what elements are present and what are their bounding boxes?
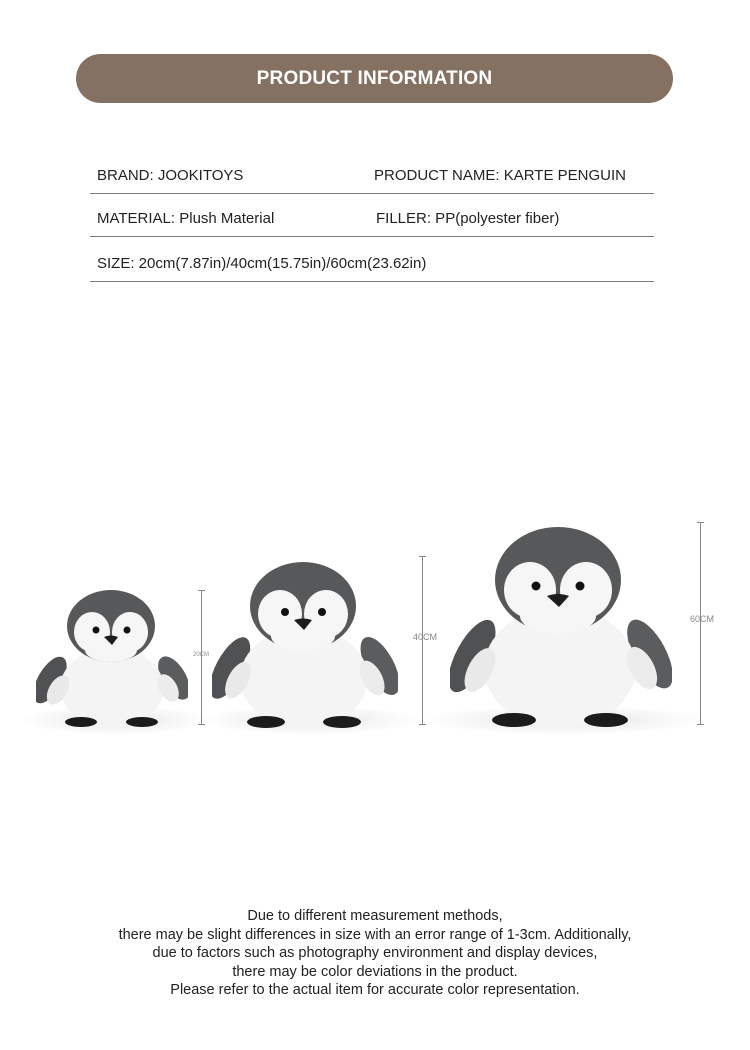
disclaimer-line: due to factors such as photography environment and display devices, bbox=[152, 945, 598, 961]
penguin-plush-large-image bbox=[450, 526, 672, 730]
product-name-text: PRODUCT NAME: KARTE PENGUIN bbox=[374, 167, 626, 184]
banner-title: PRODUCT INFORMATION bbox=[256, 67, 493, 89]
disclaimer-line: Due to different measurement methods, bbox=[247, 908, 503, 924]
disclaimer-line: there may be slight differences in size with an error range of 1-3cm. Additionally, bbox=[118, 926, 632, 943]
penguin-plush-small-image bbox=[36, 590, 188, 730]
size-label-40: 40CM bbox=[413, 632, 438, 642]
info-row-size bbox=[90, 237, 654, 282]
disclaimer-line: there may be color deviations in the product. bbox=[232, 963, 518, 980]
size-label-60: 60CM bbox=[690, 614, 715, 624]
info-row-brand bbox=[90, 158, 654, 194]
size-label-20: 20CM bbox=[193, 652, 210, 658]
size-text: SIZE: 20cm(7.87in)/40cm(15.75in)/60cm(23.62in) bbox=[97, 255, 427, 272]
product-info-table bbox=[90, 158, 654, 282]
measurement-disclaimer bbox=[0, 907, 750, 1000]
disclaimer-line: Please refer to the actual item for accurate color representation. bbox=[170, 982, 580, 998]
product-size-comparison bbox=[0, 500, 750, 760]
brand-text: BRAND: JOOKITOYS bbox=[97, 167, 244, 184]
filler-text: FILLER: PP(polyester fiber) bbox=[376, 210, 560, 227]
material-text: MATERIAL: Plush Material bbox=[97, 210, 275, 227]
info-row-material bbox=[90, 194, 654, 237]
penguin-plush-medium-image bbox=[212, 562, 398, 730]
section-banner bbox=[76, 54, 673, 103]
